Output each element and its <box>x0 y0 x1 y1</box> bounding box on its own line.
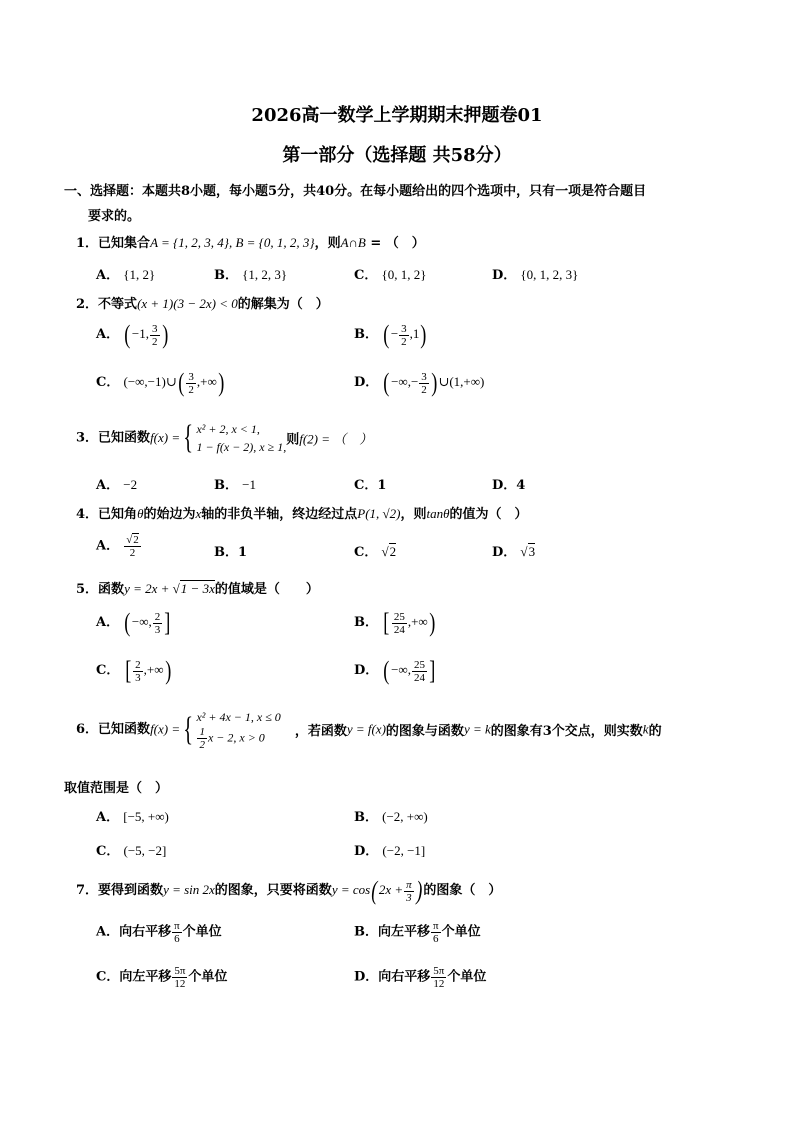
math-expression: y = 2x + √1 − 3x <box>124 581 215 596</box>
q3-option-d[interactable]: D．4 <box>492 478 526 493</box>
question-7: 7．要得到函数y = sin 2x的图象，只要将函数y = cos(2x + $\frac{\pi}{3}$ )的图象（ ） <box>76 876 502 905</box>
exam-title: 2026高一数学上学期期末押题卷01 <box>251 105 543 126</box>
q6-option-b[interactable]: B． (−2, +∞) <box>354 809 428 825</box>
question-number: 5． <box>76 582 99 597</box>
question-1: 1．已知集合A = {1, 2, 3, 4}, B = {0, 1, 2, 3}，则A∩B = （ ） <box>76 235 425 251</box>
q2-option-d[interactable]: D． (−∞,− $\frac{3}{2}$ )∪(1,+∞) <box>354 368 485 397</box>
math-expression: y = cos(2x + $\frac{\pi}{3}$ ) <box>331 876 423 905</box>
section-instructions-line1: 一、选择题：本题共8小题，每小题5分，共40分。在每小题给出的四个选项中，只有一项是符合题目 <box>64 184 647 199</box>
question-number: 3． <box>76 430 99 446</box>
math-expression: A∩B <box>340 235 366 250</box>
q7-option-a[interactable]: A．向右平移 $\frac{\pi}{6}$ 个单位 <box>96 920 222 945</box>
q4-option-d[interactable]: D． √3 <box>492 544 536 560</box>
question-number: 2． <box>76 297 99 312</box>
section-instructions-line2: 要求的。 <box>88 209 141 224</box>
q7-option-d[interactable]: D．向右平移 $\frac{5\pi}{12}$ 个单位 <box>354 965 487 990</box>
q3-option-b[interactable]: B． −1 <box>214 477 256 493</box>
q6-option-d[interactable]: D． (−2, −1] <box>354 843 426 859</box>
q6-option-a[interactable]: A． [−5, +∞) <box>96 809 169 825</box>
q4-option-b[interactable]: B．1 <box>214 545 248 560</box>
q2-option-c[interactable]: C． (−∞,−1)∪( $\frac{3}{2}$ ,+∞) <box>96 368 225 397</box>
q1-option-b[interactable]: B． {1, 2, 3} <box>214 267 288 283</box>
math-expression: P(1, √2) <box>357 506 401 521</box>
q5-option-c[interactable]: C． [ $\frac{2}{3}$ ,+∞) <box>96 656 171 685</box>
q7-option-b[interactable]: B．向左平移 $\frac{\pi}{6}$ 个单位 <box>354 920 481 945</box>
math-expression: tanθ <box>426 506 450 521</box>
q1-option-d[interactable]: D． {0, 1, 2, 3} <box>492 267 579 283</box>
math-expression: A = {1, 2, 3, 4}, B = {0, 1, 2, 3} <box>150 235 315 250</box>
question-5: 5．函数y = 2x + √1 − 3x的值域是（ ） <box>76 581 319 597</box>
q4-option-c[interactable]: C． √2 <box>354 544 397 560</box>
question-6-line2: 取值范围是（ ） <box>64 781 169 796</box>
question-number: 6． <box>76 722 99 737</box>
q7-option-c[interactable]: C．向左平移 $\frac{5\pi}{12}$ 个单位 <box>96 965 228 990</box>
question-number: 7． <box>76 882 99 898</box>
question-number: 1． <box>76 236 99 251</box>
q5-option-b[interactable]: B． [ $\frac{25}{24}$ ,+∞) <box>354 608 436 637</box>
q5-option-d[interactable]: D． (−∞, $\frac{25}{24}$ ] <box>354 656 436 685</box>
question-6: 6．已知函数f(x) = { x² + 4x − 1, x ≤ 0 $\frac{1}{2}$ x − 2, x > 0 ，若函数y = f(x)的图象与函数y = k的图象有3个交点，则实数k的 <box>76 710 662 751</box>
q4-option-a[interactable]: A． $\frac{√2}{2}$ <box>96 534 139 559</box>
piecewise-function: { x² + 2, x < 1, 1 − f(x − 2), x ≥ 1, <box>183 419 287 456</box>
q6-option-c[interactable]: C． (−5, −2] <box>96 843 167 859</box>
part-title: 第一部分（选择题 共58分） <box>282 145 512 166</box>
q2-option-a[interactable]: A． (−1, $\frac{3}{2}$ ) <box>96 320 168 349</box>
q5-option-a[interactable]: A． (−∞, $\frac{2}{3}$ ] <box>96 608 171 637</box>
question-2: 2．不等式(x + 1)(3 − 2x) < 0的解集为（ ） <box>76 296 329 312</box>
math-expression: (x + 1)(3 − 2x) < 0 <box>137 296 238 311</box>
q2-option-b[interactable]: B． (− $\frac{3}{2}$ ,1) <box>354 320 427 349</box>
question-4: 4．已知角θ的始边为x轴的非负半轴，终边经过点P(1, √2)，则tanθ的值为（ ） <box>76 506 528 522</box>
q1-option-a[interactable]: A． {1, 2} <box>96 267 156 283</box>
math-expression: y = sin 2x <box>163 881 215 897</box>
q1-option-c[interactable]: C． {0, 1, 2} <box>354 267 427 283</box>
q3-option-c[interactable]: C．1 <box>354 478 387 493</box>
question-3: 3．已知函数f(x) = { x² + 2, x < 1, 1 − f(x − 2), x ≥ 1, 则f(2) = （ ） <box>76 419 373 456</box>
q3-option-a[interactable]: A． −2 <box>96 477 138 493</box>
piecewise-function: { x² + 4x − 1, x ≤ 0 $\frac{1}{2}$ x − 2, x > 0 <box>183 710 281 751</box>
question-number: 4． <box>76 507 99 522</box>
